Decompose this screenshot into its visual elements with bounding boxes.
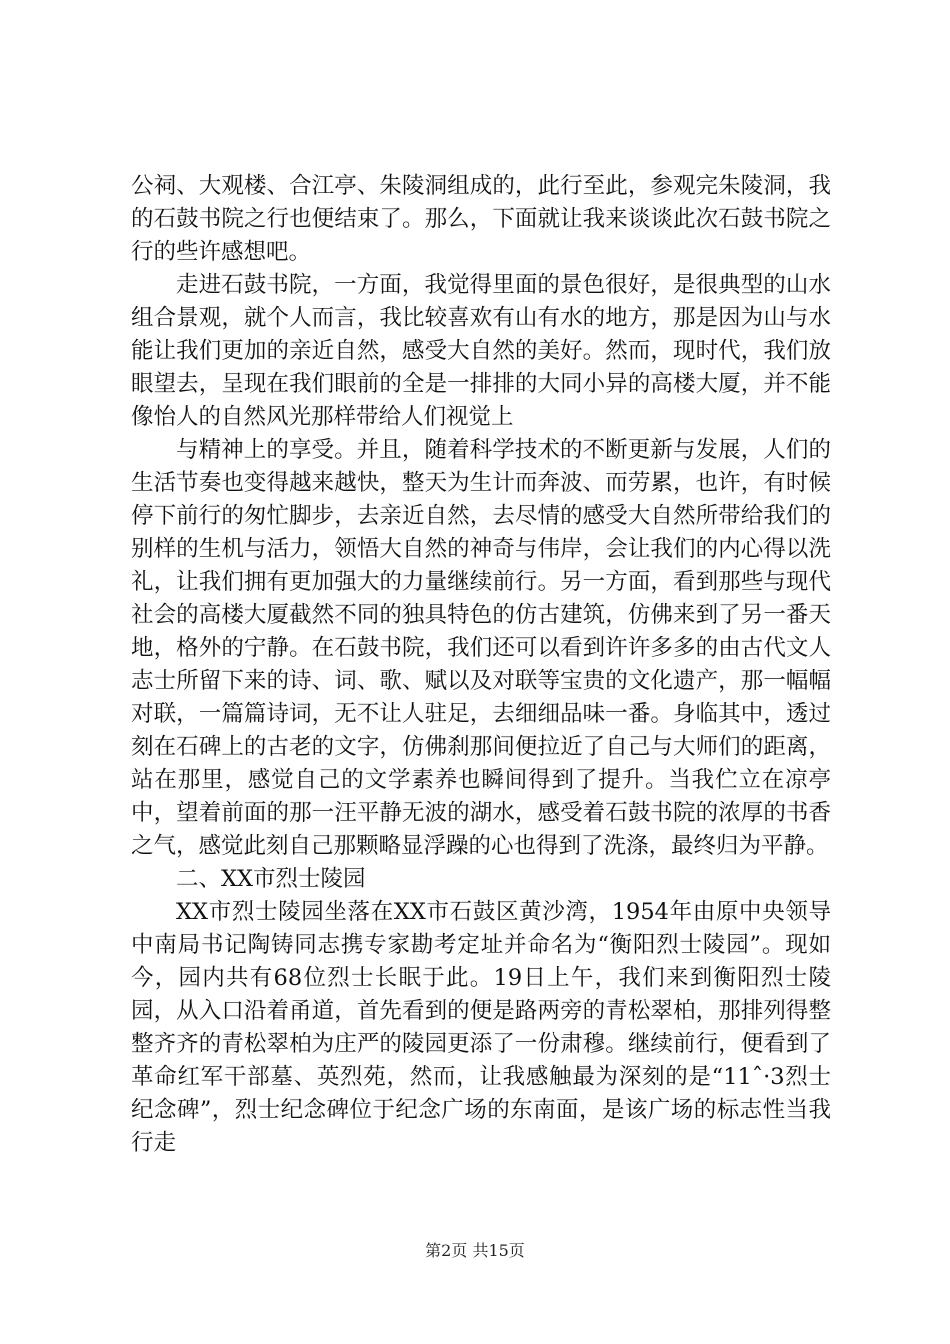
section-heading: 二、XX市烈士陵园	[176, 866, 366, 892]
paragraph-2: 走进石鼓书院，一方面，我觉得里面的景色很好，是很典型的山水组合景观，就个人而言，我比较喜欢有山有水的地方，那是因为山与水能让我们更加的亲近自然，感受大自然的美好。然而，现时代，我们放眼望去，呈现在我们眼前的全是一排排的大同小异的高楼大厦，并不能像怡人的自然风光那样带给人们视觉上	[131, 272, 831, 430]
paragraph-4: XX市烈士陵园坐落在XX市石鼓区黄沙湾，1954年由原中央领导中南局书记陶铸同志携专家勘考定址并命名为“衡阳烈士陵园”。现如今，园内共有68位烈士长眠于此。19日上午，我们来到衡阳烈士陵园，从入口沿着甬道，首先看到的便是路两旁的青松翠柏，那排列得整整齐齐的青松翠柏为庄严的陵园更添了一份肃穆。继续前行，便看到了革命红军干部墓、英烈苑，然而，让我感触最为深刻的是“11ˆ·3烈士纪念碑”，烈士纪念碑位于纪念广场的东南面，是该广场的标志性当我行走	[131, 899, 831, 1156]
page-footer: 第2页 共15页	[425, 1241, 525, 1260]
paragraph-1: 公祠、大观楼、合江亭、朱陵洞组成的，此行至此，参观完朱陵洞，我的石鼓书院之行也便结束了。那么，下面就让我来谈谈此次石鼓书院之行的些许感想吧。	[131, 173, 831, 265]
document-body	[131, 170, 831, 1160]
paragraph-3: 与精神上的享受。并且，随着科学技术的不断更新与发展，人们的生活节奏也变得越来越快，整天为生计而奔波、而劳累，也许，有时候停下前行的匆忙脚步，去亲近自然，去尽情的感受大自然所带给我们的别样的生机与活力，领悟大自然的神奇与伟岸，会让我们的内心得以洗礼，让我们拥有更加强大的力量继续前行。另一方面，看到那些与现代社会的高楼大厦截然不同的独具特色的仿古建筑，仿佛来到了另一番天地，格外的宁静。在石鼓书院，我们还可以看到许许多多的由古代文人志士所留下来的诗、词、歌、赋以及对联等宝贵的文化遗产，那一幅幅对联，一篇篇诗词，无不让人驻足，去细细品味一番。身临其中，透过刻在石碑上的古老的文字，仿佛刹那间便拉近了自己与大师们的距离，站在那里，感觉自己的文学素养也瞬间得到了提升。当我伫立在凉亭中，望着前面的那一汪平静无波的湖水，感受着石鼓书院的浓厚的书香之气，感觉此刻自己那颗略显浮躁的心也得到了洗涤，最终归为平静。	[131, 437, 831, 859]
